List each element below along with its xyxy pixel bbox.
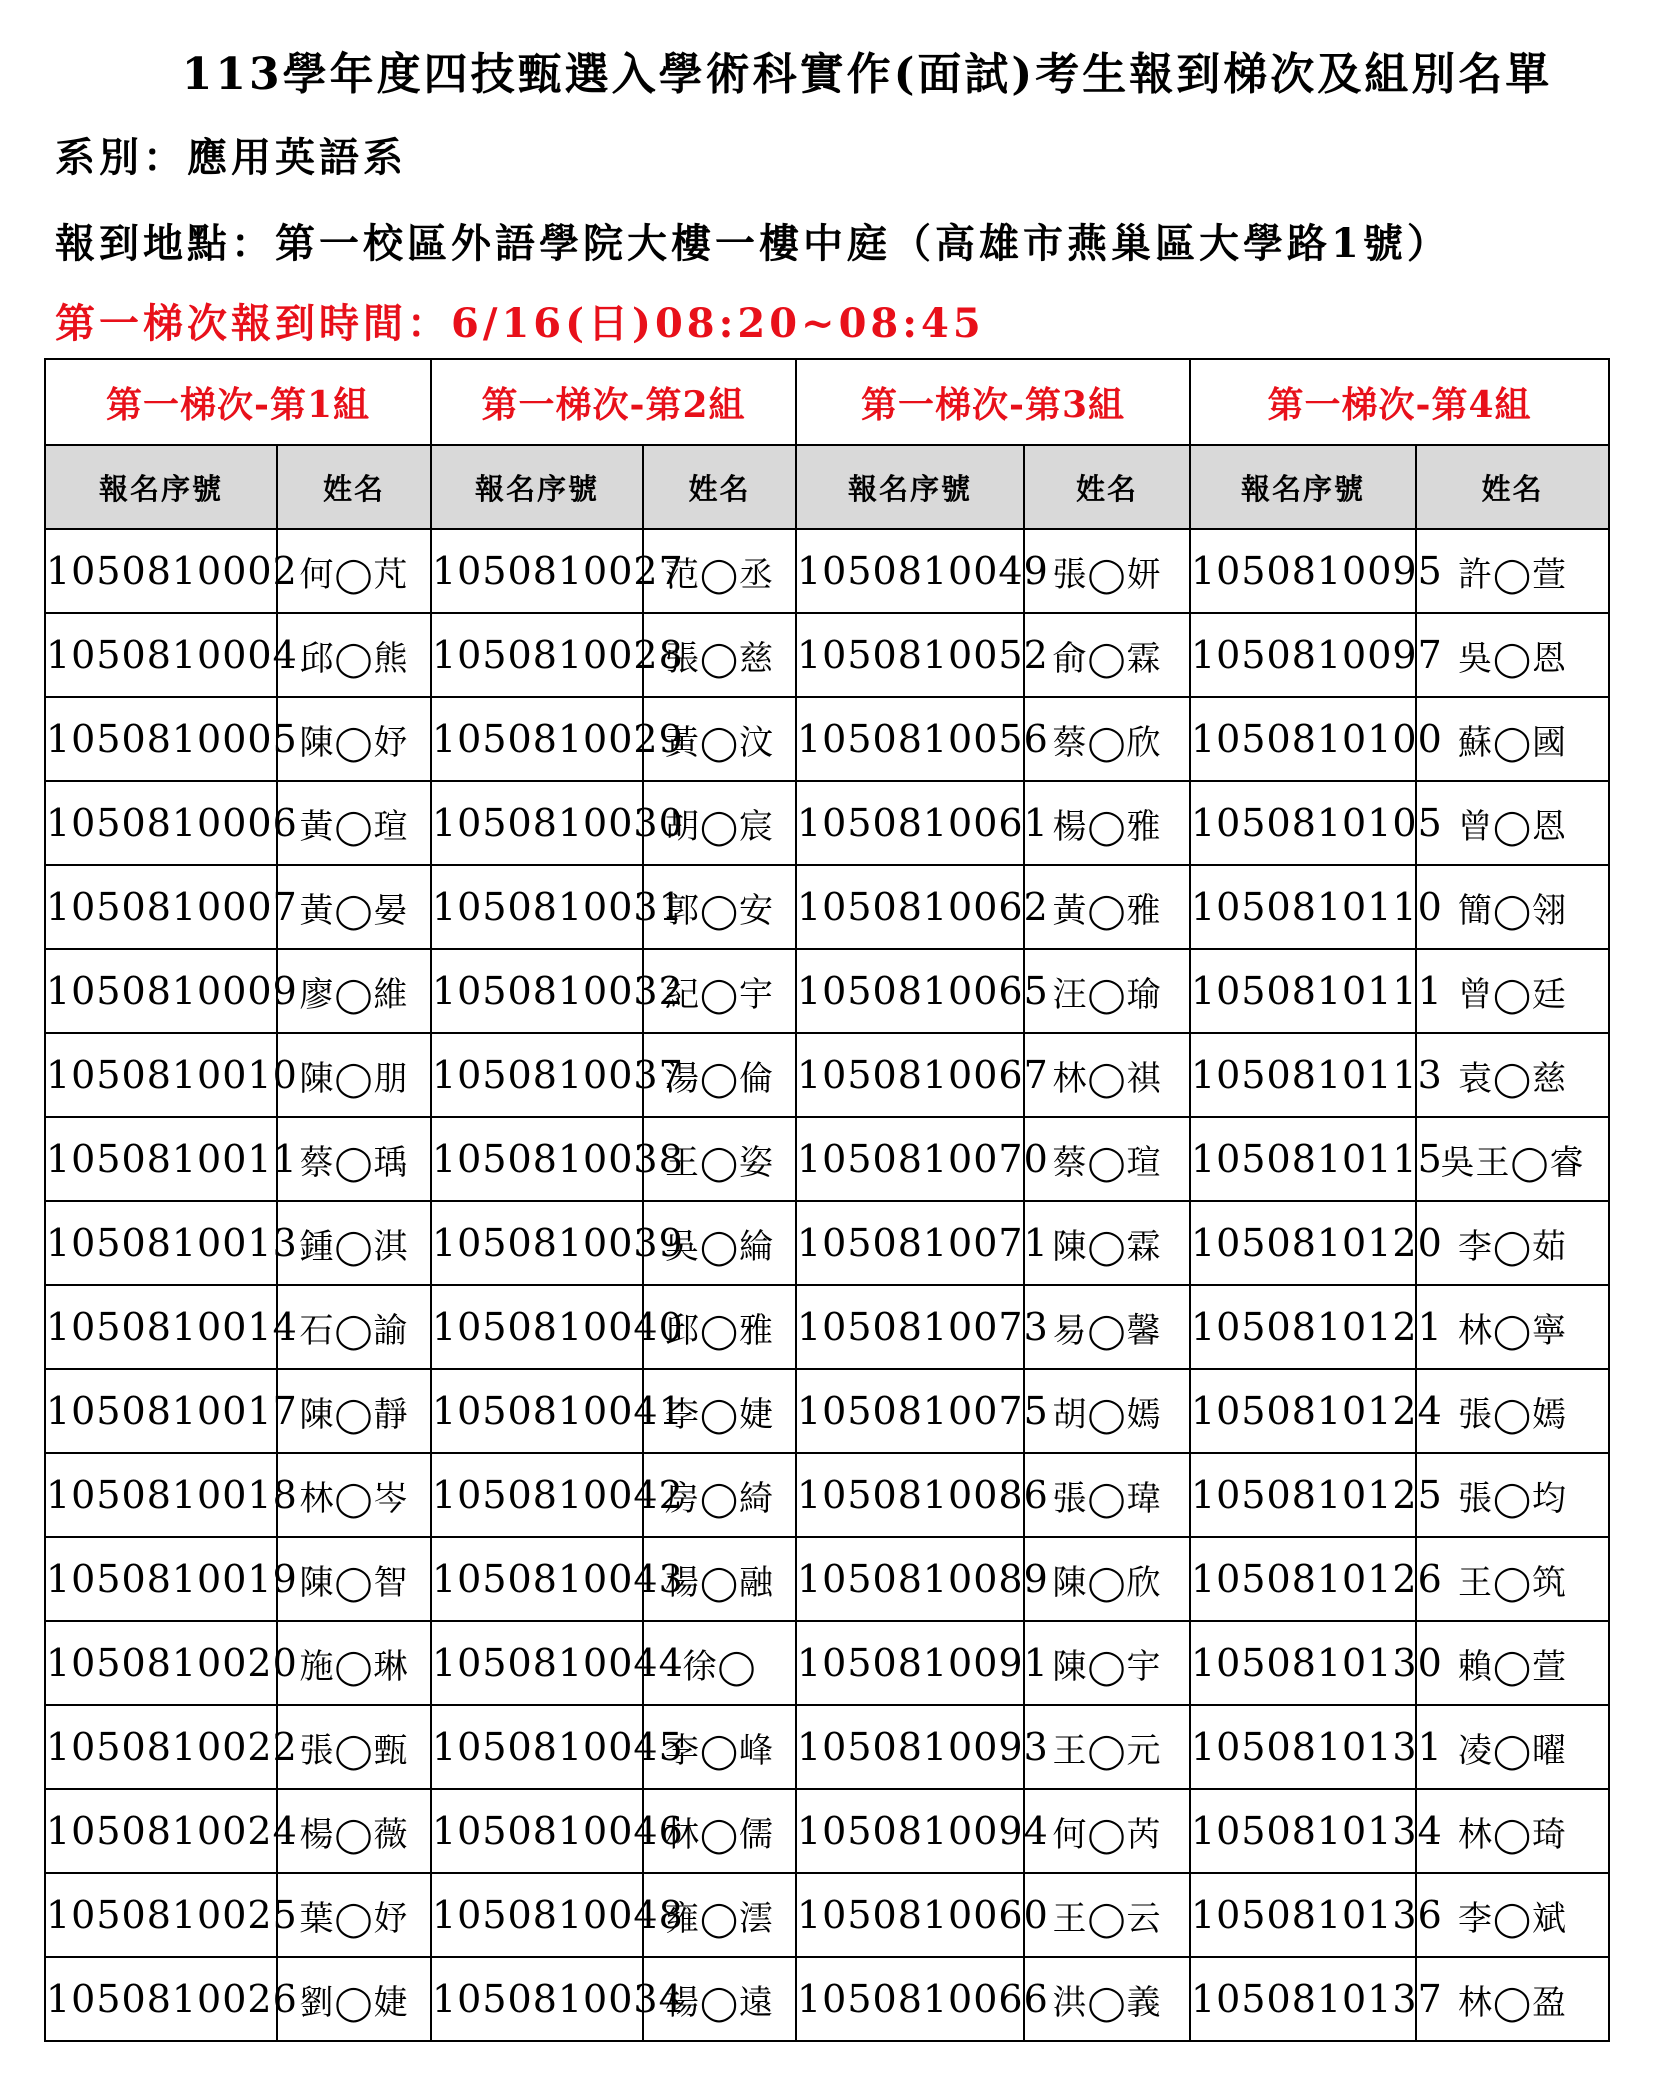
table-row — [45, 613, 1609, 697]
registration-number-cell: 1050810010 — [45, 1033, 277, 1117]
student-name-cell: 房◯綺 — [643, 1453, 796, 1537]
student-name-cell: 邱◯雅 — [643, 1285, 796, 1369]
table-row — [45, 1957, 1609, 2041]
column-header-id: 報名序號 — [431, 445, 643, 529]
student-name-cell: 張◯甄 — [277, 1705, 431, 1789]
student-name-cell: 張◯妍 — [1024, 529, 1190, 613]
registration-number-cell: 1050810027 — [431, 529, 643, 613]
registration-number-cell: 1050810136 — [1190, 1873, 1416, 1957]
registration-number-cell: 1050810026 — [45, 1957, 277, 2041]
registration-number-cell: 1050810020 — [45, 1621, 277, 1705]
student-name-cell: 俞◯霖 — [1024, 613, 1190, 697]
registration-number-cell: 1050810049 — [796, 529, 1024, 613]
group-header: 第一梯次-第3組 — [796, 359, 1190, 445]
table-row — [45, 1033, 1609, 1117]
registration-number-cell: 1050810097 — [1190, 613, 1416, 697]
report-time-line: 第一梯次報到時間：6/16(日)08:20~08:45 — [55, 300, 985, 347]
student-name-cell: 楊◯遠 — [643, 1957, 796, 2041]
student-name-cell: 曾◯廷 — [1416, 949, 1609, 1033]
registration-number-cell: 1050810017 — [45, 1369, 277, 1453]
registration-number-cell: 1050810065 — [796, 949, 1024, 1033]
student-name-cell: 王◯筑 — [1416, 1537, 1609, 1621]
column-header-name: 姓名 — [1024, 445, 1190, 529]
student-name-cell: 紀◯宇 — [643, 949, 796, 1033]
column-header-id: 報名序號 — [45, 445, 277, 529]
table-row — [45, 865, 1609, 949]
registration-number-cell: 1050810041 — [431, 1369, 643, 1453]
student-name-cell: 劉◯婕 — [277, 1957, 431, 2041]
registration-number-cell: 1050810113 — [1190, 1033, 1416, 1117]
student-name-cell: 石◯諭 — [277, 1285, 431, 1369]
student-name-cell: 洪◯義 — [1024, 1957, 1190, 2041]
student-name-cell: 王◯姿 — [643, 1117, 796, 1201]
registration-number-cell: 1050810062 — [796, 865, 1024, 949]
roster-table — [44, 358, 1610, 2042]
student-name-cell: 林◯盈 — [1416, 1957, 1609, 2041]
student-name-cell: 吳◯綸 — [643, 1201, 796, 1285]
student-name-cell: 王◯云 — [1024, 1873, 1190, 1957]
registration-number-cell: 1050810014 — [45, 1285, 277, 1369]
registration-number-cell: 1050810130 — [1190, 1621, 1416, 1705]
student-name-cell: 陳◯妤 — [277, 697, 431, 781]
registration-number-cell: 1050810048 — [431, 1873, 643, 1957]
student-name-cell: 陳◯靜 — [277, 1369, 431, 1453]
student-name-cell: 張◯均 — [1416, 1453, 1609, 1537]
table-row — [45, 1117, 1609, 1201]
table-row — [45, 1621, 1609, 1705]
student-name-cell: 張◯瑋 — [1024, 1453, 1190, 1537]
registration-number-cell: 1050810070 — [796, 1117, 1024, 1201]
student-name-cell: 曾◯恩 — [1416, 781, 1609, 865]
student-name-cell: 蔡◯瑄 — [1024, 1117, 1190, 1201]
student-name-cell: 郭◯安 — [643, 865, 796, 949]
student-name-cell: 李◯峰 — [643, 1705, 796, 1789]
student-name-cell: 林◯岑 — [277, 1453, 431, 1537]
column-header-name: 姓名 — [277, 445, 431, 529]
registration-number-cell: 1050810120 — [1190, 1201, 1416, 1285]
group-header: 第一梯次-第2組 — [431, 359, 796, 445]
department-line: 系別：應用英語系 — [55, 134, 407, 181]
registration-number-cell: 1050810111 — [1190, 949, 1416, 1033]
table-row — [45, 1285, 1609, 1369]
registration-number-cell: 1050810038 — [431, 1117, 643, 1201]
registration-number-cell: 1050810115 — [1190, 1117, 1416, 1201]
registration-number-cell: 1050810091 — [796, 1621, 1024, 1705]
registration-number-cell: 1050810022 — [45, 1705, 277, 1789]
student-name-cell: 易◯馨 — [1024, 1285, 1190, 1369]
student-name-cell: 何◯芮 — [1024, 1789, 1190, 1873]
registration-number-cell: 1050810031 — [431, 865, 643, 949]
student-name-cell: 胡◯宸 — [643, 781, 796, 865]
registration-number-cell: 1050810100 — [1190, 697, 1416, 781]
registration-number-cell: 1050810040 — [431, 1285, 643, 1369]
student-name-cell: 賴◯萱 — [1416, 1621, 1609, 1705]
registration-number-cell: 1050810029 — [431, 697, 643, 781]
registration-number-cell: 1050810110 — [1190, 865, 1416, 949]
student-name-cell: 葉◯妤 — [277, 1873, 431, 1957]
registration-number-cell: 1050810007 — [45, 865, 277, 949]
student-name-cell: 黃◯汶 — [643, 697, 796, 781]
registration-number-cell: 1050810126 — [1190, 1537, 1416, 1621]
registration-number-cell: 1050810066 — [796, 1957, 1024, 2041]
registration-number-cell: 1050810039 — [431, 1201, 643, 1285]
student-name-cell: 何◯芃 — [277, 529, 431, 613]
registration-number-cell: 1050810089 — [796, 1537, 1024, 1621]
student-name-cell: 林◯琦 — [1416, 1789, 1609, 1873]
table-row — [45, 1369, 1609, 1453]
registration-number-cell: 1050810037 — [431, 1033, 643, 1117]
student-name-cell: 陳◯朋 — [277, 1033, 431, 1117]
student-name-cell: 廖◯維 — [277, 949, 431, 1033]
student-name-cell: 陳◯欣 — [1024, 1537, 1190, 1621]
registration-number-cell: 1050810028 — [431, 613, 643, 697]
student-name-cell: 簡◯翎 — [1416, 865, 1609, 949]
student-name-cell: 林◯祺 — [1024, 1033, 1190, 1117]
registration-number-cell: 1050810034 — [431, 1957, 643, 2041]
student-name-cell: 楊◯融 — [643, 1537, 796, 1621]
column-header-name: 姓名 — [643, 445, 796, 529]
column-header-name: 姓名 — [1416, 445, 1609, 529]
student-name-cell: 黃◯瑄 — [277, 781, 431, 865]
table-row — [45, 949, 1609, 1033]
student-name-cell: 許◯萱 — [1416, 529, 1609, 613]
student-name-cell: 黃◯晏 — [277, 865, 431, 949]
registration-number-cell: 1050810004 — [45, 613, 277, 697]
student-name-cell: 范◯丞 — [643, 529, 796, 613]
registration-number-cell: 1050810131 — [1190, 1705, 1416, 1789]
registration-number-cell: 1050810086 — [796, 1453, 1024, 1537]
student-name-cell: 陳◯宇 — [1024, 1621, 1190, 1705]
student-name-cell: 袁◯慈 — [1416, 1033, 1609, 1117]
table-row — [45, 1705, 1609, 1789]
registration-number-cell: 1050810024 — [45, 1789, 277, 1873]
location-line: 報到地點：第一校區外語學院大樓一樓中庭（高雄市燕巢區大學路1號） — [55, 220, 1451, 267]
registration-number-cell: 1050810134 — [1190, 1789, 1416, 1873]
registration-number-cell: 1050810018 — [45, 1453, 277, 1537]
registration-number-cell: 1050810019 — [45, 1537, 277, 1621]
registration-number-cell: 1050810137 — [1190, 1957, 1416, 2041]
student-name-cell: 施◯琳 — [277, 1621, 431, 1705]
registration-number-cell: 1050810052 — [796, 613, 1024, 697]
student-name-cell: 鍾◯淇 — [277, 1201, 431, 1285]
student-name-cell: 李◯婕 — [643, 1369, 796, 1453]
registration-number-cell: 1050810095 — [1190, 529, 1416, 613]
roster-body — [45, 529, 1609, 2041]
student-name-cell: 蘇◯國 — [1416, 697, 1609, 781]
registration-number-cell: 1050810121 — [1190, 1285, 1416, 1369]
student-name-cell: 徐◯ — [643, 1621, 796, 1705]
registration-number-cell: 1050810013 — [45, 1201, 277, 1285]
registration-number-cell: 1050810009 — [45, 949, 277, 1033]
student-name-cell: 吳◯恩 — [1416, 613, 1609, 697]
registration-number-cell: 1050810094 — [796, 1789, 1024, 1873]
registration-number-cell: 1050810044 — [431, 1621, 643, 1705]
student-name-cell: 湯◯倫 — [643, 1033, 796, 1117]
group-header-row — [45, 359, 1609, 445]
student-name-cell: 吳王◯睿 — [1416, 1117, 1609, 1201]
registration-number-cell: 1050810032 — [431, 949, 643, 1033]
table-row — [45, 1873, 1609, 1957]
registration-number-cell: 1050810006 — [45, 781, 277, 865]
table-row — [45, 529, 1609, 613]
column-header-id: 報名序號 — [796, 445, 1024, 529]
registration-number-cell: 1050810005 — [45, 697, 277, 781]
student-name-cell: 陳◯霖 — [1024, 1201, 1190, 1285]
registration-number-cell: 1050810061 — [796, 781, 1024, 865]
student-name-cell: 李◯斌 — [1416, 1873, 1609, 1957]
student-name-cell: 胡◯嫣 — [1024, 1369, 1190, 1453]
registration-number-cell: 1050810042 — [431, 1453, 643, 1537]
student-name-cell: 楊◯薇 — [277, 1789, 431, 1873]
registration-number-cell: 1050810125 — [1190, 1453, 1416, 1537]
table-row — [45, 1201, 1609, 1285]
student-name-cell: 張◯嫣 — [1416, 1369, 1609, 1453]
registration-number-cell: 1050810046 — [431, 1789, 643, 1873]
student-name-cell: 雍◯澐 — [643, 1873, 796, 1957]
table-row — [45, 1789, 1609, 1873]
student-name-cell: 林◯儒 — [643, 1789, 796, 1873]
registration-number-cell: 1050810043 — [431, 1537, 643, 1621]
student-name-cell: 林◯寧 — [1416, 1285, 1609, 1369]
column-header-row — [45, 445, 1609, 529]
table-row — [45, 781, 1609, 865]
registration-number-cell: 1050810002 — [45, 529, 277, 613]
registration-number-cell: 1050810045 — [431, 1705, 643, 1789]
registration-number-cell: 1050810056 — [796, 697, 1024, 781]
student-name-cell: 陳◯智 — [277, 1537, 431, 1621]
table-row — [45, 1537, 1609, 1621]
student-name-cell: 楊◯雅 — [1024, 781, 1190, 865]
registration-number-cell: 1050810025 — [45, 1873, 277, 1957]
registration-number-cell: 1050810071 — [796, 1201, 1024, 1285]
student-name-cell: 邱◯熊 — [277, 613, 431, 697]
table-row — [45, 697, 1609, 781]
student-name-cell: 王◯元 — [1024, 1705, 1190, 1789]
registration-number-cell: 1050810011 — [45, 1117, 277, 1201]
registration-number-cell: 1050810075 — [796, 1369, 1024, 1453]
page-title: 113學年度四技甄選入學術科實作(面試)考生報到梯次及組別名單 — [181, 49, 1553, 100]
registration-number-cell: 1050810093 — [796, 1705, 1024, 1789]
student-name-cell: 黃◯雅 — [1024, 865, 1190, 949]
column-header-id: 報名序號 — [1190, 445, 1416, 529]
student-name-cell: 蔡◯欣 — [1024, 697, 1190, 781]
registration-number-cell: 1050810124 — [1190, 1369, 1416, 1453]
table-row — [45, 1453, 1609, 1537]
registration-number-cell: 1050810067 — [796, 1033, 1024, 1117]
student-name-cell: 蔡◯瑀 — [277, 1117, 431, 1201]
registration-number-cell: 1050810060 — [796, 1873, 1024, 1957]
student-name-cell: 李◯茹 — [1416, 1201, 1609, 1285]
registration-number-cell: 1050810073 — [796, 1285, 1024, 1369]
registration-number-cell: 1050810105 — [1190, 781, 1416, 865]
student-name-cell: 凌◯曜 — [1416, 1705, 1609, 1789]
student-name-cell: 汪◯瑜 — [1024, 949, 1190, 1033]
student-name-cell: 張◯慈 — [643, 613, 796, 697]
registration-number-cell: 1050810030 — [431, 781, 643, 865]
group-header: 第一梯次-第1組 — [45, 359, 431, 445]
group-header: 第一梯次-第4組 — [1190, 359, 1609, 445]
